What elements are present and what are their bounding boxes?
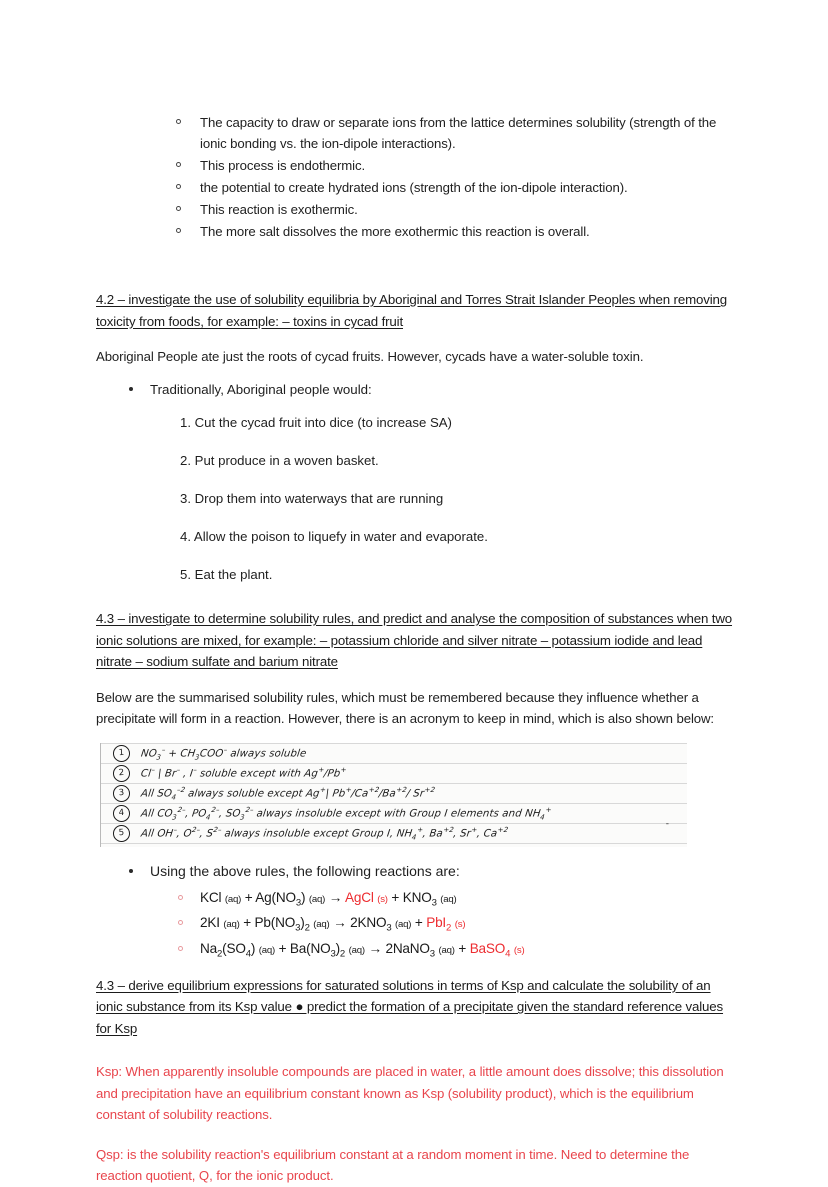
section-heading-4-3-b-text: 4.3 – derive equilibrium expressions for saturated solutions in terms of Ksp and calculate the solubility of an ionic substance from its Ksp value ● predict the formation of a precipitate given the standard reference values for Ksp (96, 977, 724, 1036)
rule-text: All $CO_3^{2-}$, $PO_4^{2-}$, $SO_3^{2-}$ always insoluble except with Group I elements and $NH_4^+$ (140, 805, 553, 821)
page-content (96, 112, 732, 1187)
list-item: The capacity to draw or separate ions from the lattice determines solubility (strength of the ionic bonding vs. the ion-dipole interactions). (96, 112, 732, 154)
stray-mark: - (665, 818, 669, 829)
list-item: 1. Cut the cycad fruit into dice (to increase SA) (180, 415, 452, 430)
list-item: 4. Allow the poison to liquefy in water and evaporate. (180, 529, 488, 544)
qsp-definition-paragraph: Qsp: is the solubility reaction's equilibrium constant at a random moment in time. Need to determine the reaction quotient, Q, for the ionic product. (96, 1146, 690, 1184)
section-4-2-intro: Aboriginal People ate just the roots of cycad fruits. However, cycads have a water-soluble toxin. (96, 349, 644, 364)
rule-text: $NO_3^- + CH_3COO^-$ always soluble (140, 745, 307, 761)
reaction-equation-list (96, 888, 732, 965)
list-item: This process is endothermic. (96, 155, 732, 176)
list-item: the potential to create hydrated ions (strength of the ion-dipole interaction). (96, 177, 732, 198)
rule-text: All $SO_4^{-2}$ always soluble except Ag+| $Pb^+/Ca^{+2}/Ba^{+2}/$ $Sr^{+2}$ (140, 785, 436, 801)
handwritten-rule-row (101, 744, 687, 764)
section-heading-4-2 (96, 289, 732, 332)
reaction-equation: $Na_2(SO_4) (aq) + Ba(NO_3)_2$ (aq) → 2NaNO$_3$ (aq) + BaSO$_4$ (s) (96, 939, 732, 965)
section-heading-4-3-a (96, 608, 732, 673)
list-item: 2. Put produce in a woven basket. (180, 453, 379, 468)
section-heading-4-3-b (96, 975, 732, 1040)
list-item: The more salt dissolves the more exothermic this reaction is overall. (96, 221, 732, 242)
reaction-equation: 2KI $(aq) + Pb(NO_3)_2$ $(aq) \to 2KNO_3$ (aq) + PbI$_2$ (s) (96, 913, 732, 939)
list-item: Using the above rules, the following reactions are: (96, 861, 732, 882)
handwritten-solubility-rules-image (100, 743, 687, 847)
list-item: 3. Drop them into waterways that are running (180, 491, 444, 506)
rule-number: 1 (112, 744, 130, 762)
rule-text: All OH–, $O^{2-}$, $S^{2-}$ always insoluble except Group I, $NH_4^+$, $Ba^{+2}$, Sr+, $Ca^{+2}$ (140, 825, 509, 841)
traditional-method-bullet-list (96, 379, 732, 400)
handwritten-rule-row (101, 784, 687, 804)
handwritten-rule-row (101, 764, 687, 784)
cycad-preparation-steps (96, 412, 732, 585)
solubility-rules-intro: Below are the summarised solubility rules, which must be remembered because they influence whether a precipitate will form in a reaction. However, there is an acronym to keep in mind, which is also shown below: (96, 689, 714, 726)
rule-number: 2 (112, 764, 130, 782)
section-heading-4-3-a-text: 4.3 – investigate to determine solubility rules, and predict and analyse the composition of substances when two ionic solutions are mixed, for example: – potassium chloride and silver nitrate – potassium iodide and lead nitrate – sodium sulfate and barium nitrate (96, 611, 733, 669)
reactions-lead-in-list (96, 861, 732, 882)
list-item: This reaction is exothermic. (96, 199, 732, 220)
rule-number: 4 (112, 804, 130, 822)
rule-number: 3 (112, 784, 130, 802)
handwritten-rule-row (101, 804, 687, 824)
reaction-equation: KCl $(aq) + Ag(NO_3) (aq)$ → AgCl $(s) + KNO_3$ (aq) (96, 888, 732, 914)
ksp-definition-paragraph: Ksp: When apparently insoluble compounds are placed in water, a little amount does dissolve; this dissolution and precipitation have an equilibrium constant known as Ksp (solubility product), which is the equilibrium constant of solubility reactions. (96, 1064, 724, 1123)
rule-number: 5 (112, 824, 130, 842)
list-item: 5. Eat the plant. (180, 567, 273, 582)
rule-text: Cl– | Br– , I– soluble except with Ag+/Pb+ (140, 765, 348, 779)
intro-bullet-list (96, 112, 732, 242)
list-item: Traditionally, Aboriginal people would: (96, 379, 732, 400)
handwritten-rule-row (101, 824, 687, 844)
section-heading-4-2-text: 4.2 – investigate the use of solubility equilibria by Aboriginal and Torres Strait Islander Peoples when removing toxicity from foods, for example: – toxins in cycad fruit (96, 292, 728, 329)
